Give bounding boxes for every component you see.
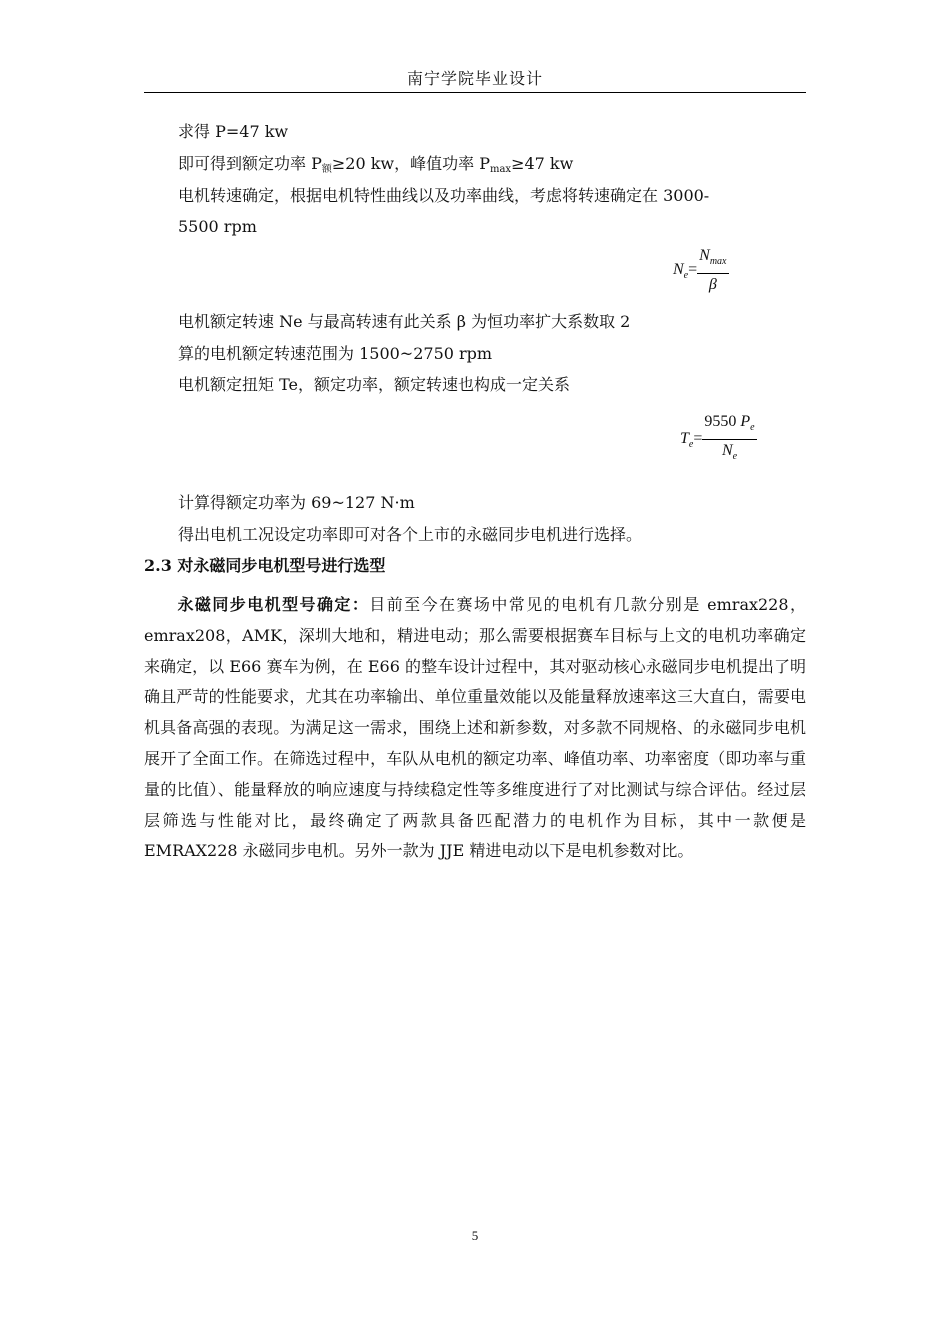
formula1-lhs: N [673,261,684,279]
text-line-rated-peak-power [178,153,573,181]
max-subscript: max [489,164,512,175]
formula2-fraction [702,411,756,468]
rated-power-text: 即可得到额定功率 P [178,154,322,173]
formula2-numerator-var: P [740,413,751,430]
paragraph-body: 目前至今在赛场中常见的电机有几款分别是 emrax228，emrax208，AMK，深圳大地和，精进电动；那么需要根据赛车目标与上文的电机功率确定来确定，以 E66 赛车为例，在 E66 的整车设计过程中，其对驱动核心永磁同步电机提出了明确且严苛的性能要求，尤其在功率输出、单位重量效能以及能量释放速率这三大直白，需要电机具备高强的表现。为满足这一需求，围绕上述和新参数，对多款不同规格、的永磁同步电机展开了全面工作。在筛选过程中，车队从电机的额定功率、峰值功率、功率密度（即功率与重量的比值）、能量释放的响应速度与持续稳定性等多维度进行了对比测试与综合评估。经过层层筛选与性能对比，最终确定了两款具备匹配潜力的电机作为目标，其中一款便是 EMRAX228 永磁同步电机。另外一款为 JJE 精进电动以下是电机参数对比。 [144,595,806,861]
formula1-denominator: β [708,276,717,293]
motor-selection-paragraph [144,590,806,867]
formula2-equals: = [693,430,703,448]
formula1-numerator: N [699,247,710,264]
text-line-speed-range: 5500 rpm [178,217,257,236]
formula1-numerator-sub: max [709,256,727,267]
formula1-equals: = [688,261,698,279]
formula1-fraction [697,245,728,296]
text-line-rated-speed-range: 算的电机额定转速范围为 1500~2750 rpm [178,344,493,363]
formula-rated-torque [680,411,757,468]
text-line-rated-torque-result: 计算得额定功率为 69~127 N·m [178,493,415,512]
header-divider [144,92,806,93]
formula2-numerator-sub: e [750,422,755,433]
text-line-torque-relation: 电机额定扭矩 Te，额定功率，额定转速也构成一定关系 [178,375,570,394]
formula2-denominator: N [721,442,733,459]
text-line-beta-relation: 电机额定转速 Ne 与最高转速有此关系 β 为恒功率扩大系数取 2 [178,312,631,331]
page-number: 5 [471,1228,479,1243]
formula2-denominator-sub: e [732,451,738,462]
formula-rated-speed [673,245,729,296]
formula2-coefficient: 9550 [704,413,737,430]
section-heading: 2.3 对永磁同步电机型号进行选型 [144,556,386,575]
formula1-lhs-sub: e [683,270,689,282]
text-line-speed-selection: 电机转速确定，根据电机特性曲线以及功率曲线，考虑将转速确定在 3000- [178,186,710,205]
text-line-power-result: 求得 P=47 kw [178,122,289,141]
peak-power-text: ≥20 kw，峰值功率 P [331,154,490,173]
text-line-selection-conclusion: 得出电机工况设定功率即可对各个上市的永磁同步电机进行选择。 [178,525,643,544]
page-header-title: 南宁学院毕业设计 [406,69,543,88]
rated-subscript: 额 [321,164,332,175]
formula2-lhs: T [680,430,689,448]
peak-power-value: ≥47 kw [511,154,574,173]
formula2-lhs-sub: e [688,439,694,451]
paragraph-lead: 永磁同步电机型号确定： [176,595,370,614]
